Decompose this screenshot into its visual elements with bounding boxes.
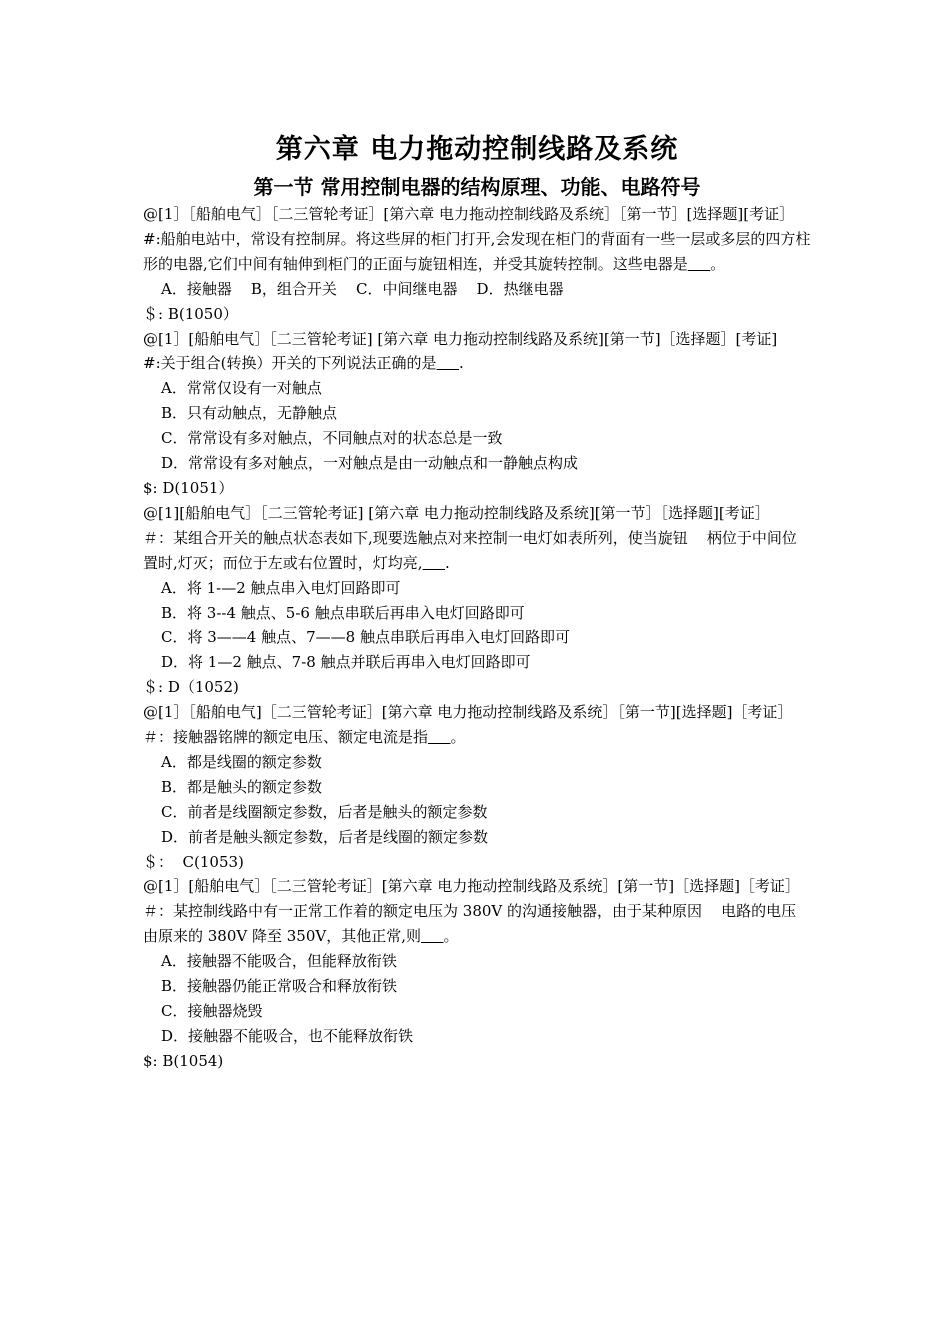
question-stem: ＃：接触器铭牌的额定电压、额定电流是指 。 [143, 728, 466, 747]
option-b: B．都是触头的额定参数 [161, 777, 323, 796]
option-a: A．常常仅设有一对触点 [161, 379, 322, 398]
question-answer: ＄: D（1052) [143, 678, 239, 697]
option-b: B．只有动触点，无静触点 [161, 404, 338, 423]
question-answer: $: B(1054) [143, 1051, 224, 1070]
option-d: D．前者是触头额定参数，后者是线圈的额定参数 [161, 827, 489, 846]
question-header: @[1］［船舶电气]［二三管轮考证］[第六章 电力拖动控制线路及系统］［第一节][选择题]［考证］ [143, 703, 793, 722]
question-header: @[1］［船舶电气］［二三管轮考证］[第六章 电力拖动控制线路及系统］［第一节］[选择题][考证］ [143, 205, 795, 223]
option-c: C．将 3——4 触点、7——8 触点串联后再串入电灯回路即可 [161, 628, 570, 647]
question-block [143, 327, 811, 501]
question-header: @[1］[船舶电气］［二三管轮考证］[第六章 电力拖动控制线路及系统］[第一节]［选择题]［考证］ [143, 877, 800, 896]
question-options: A．接触器 B，组合开关 C．中间继电器 D．热继电器 [161, 279, 564, 298]
option-c: C．常常设有多对触点，不同触点对的状态总是一致 [161, 429, 503, 448]
question-block [143, 700, 811, 874]
question-answer: $: D(1051） [143, 478, 234, 497]
chapter-title: 第六章 电力拖动控制线路及系统 [275, 134, 679, 165]
question-answer: ＄： C(1053) [143, 852, 244, 871]
question-stem: ＃：某组合开关的触点状态表如下,现要选触点对来控制一电灯如表所列，使当旋钮 柄位于中间位置时,灯灭；而位于左或右位置时，灯均亮, . [143, 528, 797, 572]
option-b: B．接触器仍能正常吸合和释放衔铁 [161, 977, 398, 996]
question-header: @[1][船舶电气］［二三管轮考证] [第六章 电力拖动控制线路及系统][第一节］［选择题][考证］ [143, 503, 770, 522]
question-stem: #:船舶电站中，常设有控制屏。将这些屏的柜门打开,会发现在柜门的背面有一些一层或多层的四方柱形的电器,它们中间有轴伸到柜门的正面与旋钮相连，并受其旋转控制。这些电器是 。 [143, 229, 811, 273]
question-block [143, 501, 811, 700]
question-block [143, 874, 811, 1073]
document-page [143, 128, 811, 1074]
option-a: A．将 1-—2 触点串入电灯回路即可 [161, 578, 401, 597]
option-d: D．常常设有多对触点，一对触点是由一动触点和一静触点构成 [161, 454, 579, 473]
option-d: D．将 1—2 触点、7-8 触点并联后再串入电灯回路即可 [161, 653, 531, 672]
question-answer: ＄: B(1050） [143, 304, 238, 323]
option-c: C．前者是线圈额定参数，后者是触头的额定参数 [161, 802, 488, 821]
question-stem: ＃：某控制线路中有一正常工作着的额定电压为 380V 的沟通接触器，由于某种原因 电路的电压由原来的 380V 降至 350V，其他正常,则 。 [143, 902, 797, 946]
option-c: C．接触器烧毁 [161, 1002, 263, 1020]
option-a: A．接触器不能吸合，但能释放衔铁 [161, 952, 397, 971]
option-b: B．将 3--4 触点、5-6 触点串联后再串入电灯回路即可 [161, 603, 525, 622]
question-header: @[1］[船舶电气］［二三管轮考证] [第六章 电力拖动控制线路及系统][第一节]［选择题］[考证] [143, 329, 778, 348]
question-stem: #:关于组合(转换）开关的下列说法正确的是 . [143, 354, 464, 373]
option-a: A．都是线圈的额定参数 [161, 752, 322, 771]
section-title: 第一节 常用控制电器的结构原理、功能、电路符号 [253, 175, 701, 199]
question-block [143, 202, 811, 327]
option-d: D．接触器不能吸合，也不能释放衔铁 [161, 1026, 414, 1045]
